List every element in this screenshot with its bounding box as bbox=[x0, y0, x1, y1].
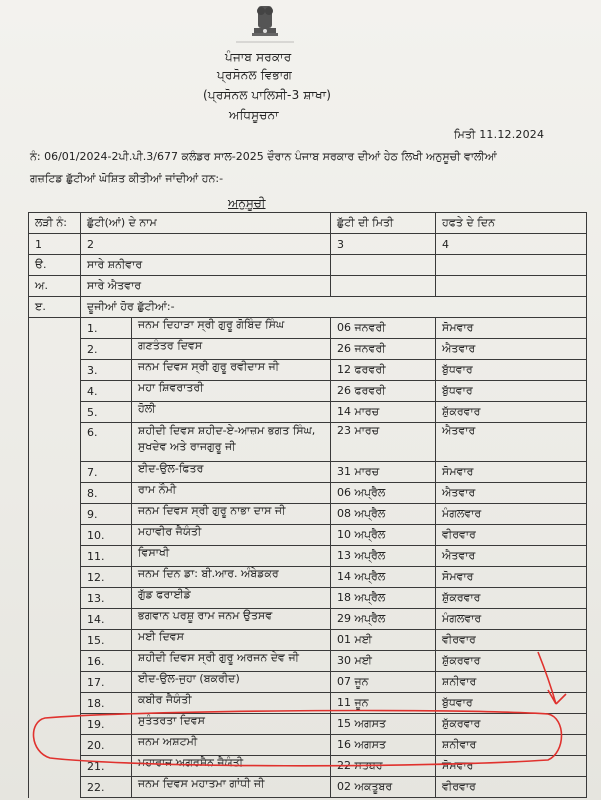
holiday-day: ਐਤਵਾਰ bbox=[436, 339, 587, 360]
indent-cell bbox=[29, 651, 81, 672]
indent-cell bbox=[29, 483, 81, 504]
holiday-day: ਸੋਮਵਾਰ bbox=[436, 462, 587, 483]
table-cell bbox=[436, 255, 587, 276]
holiday-day: ਮੰਗਲਵਾਰ bbox=[436, 609, 587, 630]
holiday-number: 13. bbox=[81, 588, 132, 608]
indent-cell bbox=[29, 381, 81, 402]
holiday-number: 21. bbox=[81, 756, 132, 776]
table-row bbox=[29, 735, 587, 756]
holiday-name-cell bbox=[81, 714, 331, 735]
table-row bbox=[29, 609, 587, 630]
holiday-day: ਵੀਰਵਾਰ bbox=[436, 777, 587, 798]
holiday-date: 14 ਅਪ੍ਰੈਲ bbox=[331, 567, 436, 588]
holiday-day: ਸ਼ੁੱਕਰਵਾਰ bbox=[436, 651, 587, 672]
holiday-number: 18. bbox=[81, 693, 132, 713]
indent-cell bbox=[29, 360, 81, 381]
table-row bbox=[29, 630, 587, 651]
reference-line-1: ਨੰ: 06/01/2024-2ਪੀ.ਪੀ.3/677 ਕਲੰਡਰ ਸਾਲ-2025 ਦੌਰਾਨ ਪੰਜਾਬ ਸਰਕਾਰ ਦੀਆਂ ਹੇਠ ਲਿਖੀ ਅਨੁਸੂਚੀ ਵਾਲੀਆਂ bbox=[30, 150, 497, 163]
holiday-name: ਹੋਲੀ bbox=[138, 402, 156, 415]
indent-cell bbox=[29, 693, 81, 714]
table-cell: 1 bbox=[29, 234, 81, 255]
holiday-date: 10 ਅਪ੍ਰੈਲ bbox=[331, 525, 436, 546]
table-cell: 4 bbox=[436, 234, 587, 255]
indent-cell bbox=[29, 462, 81, 483]
holiday-number: 7. bbox=[81, 462, 132, 482]
holiday-name-cell bbox=[81, 567, 331, 588]
section-id: ਅ. bbox=[29, 276, 81, 297]
holiday-day: ਵੀਰਵਾਰ bbox=[436, 525, 587, 546]
holiday-date: 08 ਅਪ੍ਰੈਲ bbox=[331, 504, 436, 525]
table-cell bbox=[331, 255, 436, 276]
section-row bbox=[29, 297, 587, 318]
govt-name: ਪੰਜਾਬ ਸਰਕਾਰ bbox=[225, 50, 292, 64]
holiday-day: ਮੰਗਲਵਾਰ bbox=[436, 504, 587, 525]
holiday-number: 19. bbox=[81, 714, 132, 734]
table-row bbox=[29, 318, 587, 339]
numbering-row bbox=[29, 234, 587, 255]
holiday-day: ਸ਼ਨੀਵਾਰ bbox=[436, 735, 587, 756]
table-row bbox=[29, 402, 587, 423]
holiday-name-cell bbox=[81, 588, 331, 609]
indent-cell bbox=[29, 609, 81, 630]
holiday-name: ਮਈ ਦਿਵਸ bbox=[138, 630, 184, 643]
holiday-date: 18 ਅਪ੍ਰੈਲ bbox=[331, 588, 436, 609]
holiday-date: 22 ਸਤਬਰ bbox=[331, 756, 436, 777]
holiday-number: 10. bbox=[81, 525, 132, 545]
holiday-day: ਸ਼ਨੀਵਾਰ bbox=[436, 672, 587, 693]
holiday-name: ਜਨਮ ਦਿਹਾੜਾ ਸ੍ਰੀ ਗੁਰੂ ਗੋਬਿੰਦ ਸਿੰਘ bbox=[138, 318, 285, 331]
holiday-date: 12 ਫਰਵਰੀ bbox=[331, 360, 436, 381]
holiday-day: ਸੋਮਵਾਰ bbox=[436, 567, 587, 588]
holiday-day: ਸ਼ੁੱਕਰਵਾਰ bbox=[436, 588, 587, 609]
holiday-number: 14. bbox=[81, 609, 132, 629]
holiday-day: ਐਤਵਾਰ bbox=[436, 423, 587, 462]
holiday-day: ਬੁੱਧਵਾਰ bbox=[436, 360, 587, 381]
indent-cell bbox=[29, 735, 81, 756]
table-header-row bbox=[29, 213, 587, 234]
holiday-name: ਗਣਤੰਤਰ ਦਿਵਸ bbox=[138, 339, 203, 352]
holiday-name: ਈਦ-ਉਲ-ਜੁਹਾ (ਬਕਰੀਦ) bbox=[138, 672, 240, 685]
col-header-date: ਛੁੱਟੀ ਦੀ ਮਿਤੀ bbox=[331, 213, 436, 234]
section-row bbox=[29, 276, 587, 297]
indent-cell bbox=[29, 672, 81, 693]
holiday-number: 20. bbox=[81, 735, 132, 755]
holiday-date: 29 ਅਪ੍ਰੈਲ bbox=[331, 609, 436, 630]
holiday-name-cell bbox=[81, 651, 331, 672]
holiday-name: ਸ਼ਹੀਦੀ ਦਿਵਸ ਸ੍ਰੀ ਗੁਰੂ ਅਰਜਨ ਦੇਵ ਜੀ bbox=[138, 651, 299, 664]
holiday-number: 12. bbox=[81, 567, 132, 587]
holiday-date: 23 ਮਾਰਚ bbox=[331, 423, 436, 462]
holiday-number: 9. bbox=[81, 504, 132, 524]
table-cell bbox=[331, 276, 436, 297]
holiday-name-cell bbox=[81, 756, 331, 777]
holiday-date: 02 ਅਕਤੂਬਰ bbox=[331, 777, 436, 798]
table-row bbox=[29, 381, 587, 402]
table-row bbox=[29, 525, 587, 546]
holiday-name-cell bbox=[81, 402, 331, 423]
indent-cell bbox=[29, 402, 81, 423]
table-cell: 2 bbox=[81, 234, 331, 255]
holiday-name-cell bbox=[81, 525, 331, 546]
table-row bbox=[29, 567, 587, 588]
holiday-date: 11 ਜੂਨ bbox=[331, 693, 436, 714]
holiday-name: ਜਨਮ ਦਿਵਸ ਮਹਾਤਮਾ ਗਾਂਧੀ ਜੀ bbox=[138, 777, 265, 790]
table-row bbox=[29, 672, 587, 693]
department-name: ਪ੍ਰਸੋਨਲ ਵਿਭਾਗ bbox=[217, 68, 292, 82]
holiday-date: 16 ਅਗਸਤ bbox=[331, 735, 436, 756]
holiday-number: 16. bbox=[81, 651, 132, 671]
indent-cell bbox=[29, 567, 81, 588]
col-header-day: ਹਫਤੇ ਦੇ ਦਿਨ bbox=[436, 213, 587, 234]
indent-cell bbox=[29, 318, 81, 339]
holiday-name: ਮਹਾਵੀਰ ਜੈਯੰਤੀ bbox=[138, 525, 202, 538]
table-row bbox=[29, 504, 587, 525]
holiday-name-cell bbox=[81, 381, 331, 402]
holiday-name-cell bbox=[81, 462, 331, 483]
table-row bbox=[29, 360, 587, 381]
holiday-date: 06 ਜਨਵਰੀ bbox=[331, 318, 436, 339]
holiday-date: 13 ਅਪ੍ਰੈਲ bbox=[331, 546, 436, 567]
table-cell bbox=[436, 276, 587, 297]
section-id: ੲ. bbox=[29, 297, 81, 318]
holiday-name: ਮਹਾ ਸ਼ਿਵਰਾਤਰੀ bbox=[138, 381, 204, 394]
holiday-date: 06 ਅਪ੍ਰੈਲ bbox=[331, 483, 436, 504]
holiday-name: ਭਗਵਾਨ ਪਰਸ਼ੂ ਰਾਮ ਜਨਮ ਉਤਸਵ bbox=[138, 609, 273, 622]
holiday-day: ਸੋਮਵਾਰ bbox=[436, 756, 587, 777]
section-label: ਦੂਜੀਆਂ ਹੋਰ ਛੁੱਟੀਆਂ:- bbox=[81, 297, 587, 318]
holiday-number: 4. bbox=[81, 381, 132, 401]
holiday-name-cell bbox=[81, 777, 331, 798]
holiday-name: ਸ਼ਹੀਦੀ ਦਿਵਸ ਸ਼ਹੀਦ-ਏ-ਆਜ਼ਮ ਭਗਤ ਸਿੰਘ, ਸੁਖਦੇਵ ਅਤੇ ਰਾਜਗੁਰੂ ਜੀ bbox=[138, 424, 316, 453]
holiday-name: ਮਹਾਰਾਜ ਅਗਰਸੈਨ ਜੈਯੰਤੀ bbox=[138, 756, 244, 769]
holiday-name-cell bbox=[81, 672, 331, 693]
holiday-day: ਵੀਰਵਾਰ bbox=[436, 630, 587, 651]
state-emblem-icon bbox=[232, 2, 298, 46]
indent-cell bbox=[29, 546, 81, 567]
holiday-date: 26 ਫਰਵਰੀ bbox=[331, 381, 436, 402]
holiday-name: ਜਨਮ ਦਿਵਸ ਸ੍ਰੀ ਗੁਰੂ ਰਵੀਦਾਸ ਜੀ bbox=[138, 360, 280, 373]
holiday-table bbox=[28, 212, 587, 798]
holiday-date: 31 ਮਾਰਚ bbox=[331, 462, 436, 483]
notification-heading: ਅਧਿਸੂਚਨਾ bbox=[229, 108, 279, 122]
holiday-name-cell bbox=[81, 483, 331, 504]
holiday-name-cell bbox=[81, 546, 331, 567]
col-header-serial: ਲੜੀ ਨੰ: bbox=[29, 213, 81, 234]
holiday-date: 30 ਮਈ bbox=[331, 651, 436, 672]
holiday-name-cell bbox=[81, 423, 331, 462]
section-row bbox=[29, 255, 587, 276]
table-cell: 3 bbox=[331, 234, 436, 255]
holiday-name-cell bbox=[81, 318, 331, 339]
table-row bbox=[29, 339, 587, 360]
schedule-title: ਅਨੁਸੂਚੀ bbox=[228, 196, 266, 210]
table-row bbox=[29, 588, 587, 609]
holiday-date: 15 ਅਗਸਤ bbox=[331, 714, 436, 735]
table-row bbox=[29, 462, 587, 483]
holiday-day: ਐਤਵਾਰ bbox=[436, 483, 587, 504]
table-row bbox=[29, 483, 587, 504]
holiday-number: 17. bbox=[81, 672, 132, 692]
indent-cell bbox=[29, 630, 81, 651]
holiday-name: ਗੁੱਡ ਫਰਾਈਡੇ bbox=[138, 588, 191, 601]
table-row bbox=[29, 423, 587, 462]
holiday-number: 5. bbox=[81, 402, 132, 422]
reference-line-2: ਗਜ਼ਟਿਡ ਛੁੱਟੀਆਂ ਘੋਸ਼ਿਤ ਕੀਤੀਆਂ ਜਾਂਦੀਆਂ ਹਨ:- bbox=[30, 172, 224, 185]
table-row bbox=[29, 777, 587, 798]
indent-cell bbox=[29, 504, 81, 525]
section-label: ਸਾਰੇ ਸ਼ਨੀਵਾਰ bbox=[81, 255, 331, 276]
indent-cell bbox=[29, 756, 81, 777]
table-row bbox=[29, 546, 587, 567]
holiday-name: ਸੁਤੰਤਰਤਾ ਦਿਵਸ bbox=[138, 714, 205, 727]
section-label: ਸਾਰੇ ਐਤਵਾਰ bbox=[81, 276, 331, 297]
holiday-number: 22. bbox=[81, 777, 132, 797]
holiday-date: 01 ਮਈ bbox=[331, 630, 436, 651]
holiday-number: 1. bbox=[81, 318, 132, 338]
holiday-name: ਜਨਮ ਅਸ਼ਟਮੀ bbox=[138, 735, 198, 748]
indent-cell bbox=[29, 777, 81, 798]
holiday-date: 14 ਮਾਰਚ bbox=[331, 402, 436, 423]
holiday-name: ਜਨਮ ਦਿਵਸ ਸ੍ਰੀ ਗੁਰੂ ਨਾਭਾ ਦਾਸ ਜੀ bbox=[138, 504, 286, 517]
holiday-number: 2. bbox=[81, 339, 132, 359]
holiday-name-cell bbox=[81, 693, 331, 714]
holiday-date: 07 ਜੂਨ bbox=[331, 672, 436, 693]
holiday-name-cell bbox=[81, 360, 331, 381]
section-id: ੳ. bbox=[29, 255, 81, 276]
indent-cell bbox=[29, 588, 81, 609]
holiday-day: ਸ਼ੁੱਕਰਵਾਰ bbox=[436, 402, 587, 423]
indent-cell bbox=[29, 525, 81, 546]
holiday-name-cell bbox=[81, 504, 331, 525]
holiday-day: ਸ਼ੁੱਕਰਵਾਰ bbox=[436, 714, 587, 735]
indent-cell bbox=[29, 714, 81, 735]
holiday-date: 26 ਜਨਵਰੀ bbox=[331, 339, 436, 360]
holiday-number: 6. bbox=[81, 423, 132, 461]
col-header-name: ਛੁੱਟੀ(ਆਂ) ਦੇ ਨਾਮ bbox=[81, 213, 331, 234]
holiday-name-cell bbox=[81, 630, 331, 651]
holiday-number: 8. bbox=[81, 483, 132, 503]
holiday-name-cell bbox=[81, 735, 331, 756]
indent-cell bbox=[29, 339, 81, 360]
holiday-number: 11. bbox=[81, 546, 132, 566]
holiday-name: ਈਦ-ਉਲ-ਫਿਤਰ bbox=[138, 462, 204, 475]
indent-cell bbox=[29, 423, 81, 462]
holiday-number: 3. bbox=[81, 360, 132, 380]
holiday-number: 15. bbox=[81, 630, 132, 650]
table-row bbox=[29, 756, 587, 777]
holiday-name: ਵਿਸਾਖੀ bbox=[138, 546, 170, 559]
holiday-name: ਕਬੀਰ ਜੈਯੰਤੀ bbox=[138, 693, 192, 706]
holiday-name: ਰਾਮ ਨੌਮੀ bbox=[138, 483, 177, 496]
holiday-name-cell bbox=[81, 609, 331, 630]
holiday-name-cell bbox=[81, 339, 331, 360]
holiday-day: ਐਤਵਾਰ bbox=[436, 546, 587, 567]
table-row bbox=[29, 714, 587, 735]
table-row bbox=[29, 651, 587, 672]
holiday-day: ਬੁੱਧਵਾਰ bbox=[436, 693, 587, 714]
branch-name: (ਪ੍ਰਸੋਨਲ ਪਾਲਿਸੀ-3 ਸ਼ਾਖਾ) bbox=[203, 88, 332, 102]
table-row bbox=[29, 693, 587, 714]
notification-date: ਮਿਤੀ 11.12.2024 bbox=[454, 128, 545, 141]
holiday-day: ਬੁੱਧਵਾਰ bbox=[436, 381, 587, 402]
holiday-name: ਜਨਮ ਦਿਨ ਡਾ: ਬੀ.ਆਰ. ਅੰਬੇਡਕਰ bbox=[138, 567, 279, 580]
holiday-day: ਸੋਮਵਾਰ bbox=[436, 318, 587, 339]
